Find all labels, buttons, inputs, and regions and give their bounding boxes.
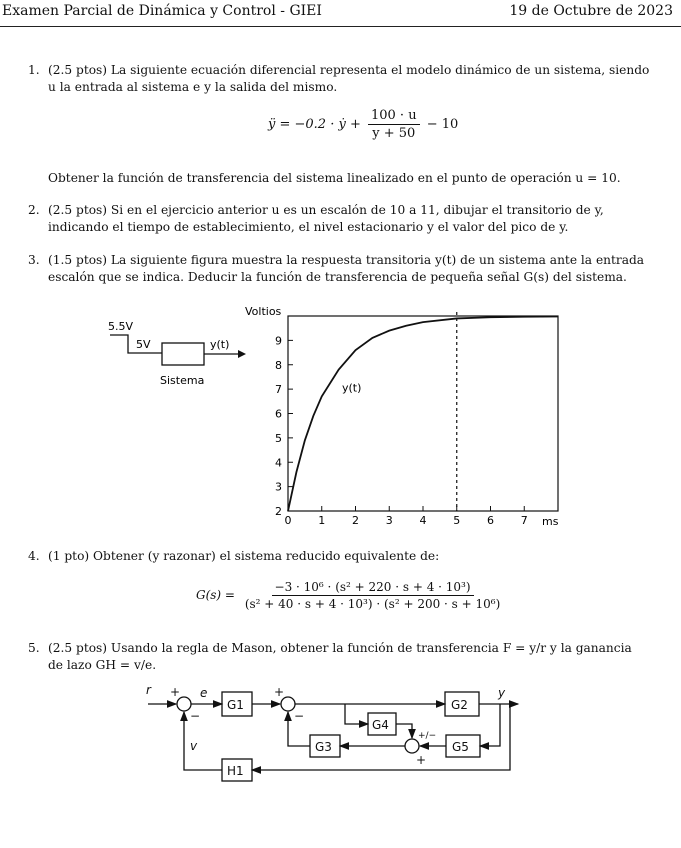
q4-text: (1 pto) Obtener (y razonar) el sistema reducido equivalente de: [48,549,440,563]
sj2-plus: + [274,685,285,699]
y-tick-label: 5 [275,431,282,445]
input-low-label: 5V [136,338,151,351]
g5-input-line [480,704,500,746]
eq-lhs: ÿ = −0.2 · ẏ + [268,117,361,132]
v-label: v [190,739,198,753]
question-number: 5. [28,641,40,655]
eq-denominator: y + 50 [372,126,416,141]
system-block [162,343,204,365]
curve-label: y(t) [342,381,362,395]
e-label: e [200,686,208,700]
question-4 [28,548,673,565]
eq-tail: − 10 [426,117,459,132]
x-tick-label: 4 [419,514,427,527]
y-tick-label: 4 [275,456,282,470]
x-tick-label: 0 [284,514,292,527]
question-3 [28,252,673,286]
g4-label: G4 [372,718,389,732]
q5-line2: de lazo GH = v/e. [48,658,157,672]
eq-numerator: −3 · 10⁶ · (s² + 220 · s + 4 · 10³) [272,580,474,596]
q5-line1: (2.5 ptos) Usando la regla de Mason, obtener la función de transferencia F = y/r y la ganancia [48,641,632,655]
sj3-pm: +/− [418,731,437,741]
x-tick-label: 3 [385,514,393,527]
eq-lhs: G(s) = [196,588,235,602]
y-label: y [498,686,506,700]
r-label: r [146,683,151,697]
q1-line3: Obtener la función de transferencia del sistema linealizado en el punto de operación u = 10. [48,171,621,185]
y-tick-label: 8 [275,358,282,372]
question-number: 2. [28,203,40,217]
question-5 [28,640,673,674]
g1-label: G1 [227,698,244,712]
q1-equation [268,108,458,141]
y-tick-label: 6 [275,407,282,421]
g4-output-line [396,724,412,738]
eq-numerator: 100 · u [368,108,420,125]
q3-line2: escalón que se indica. Deducir la función de transferencia de pequeña señal G(s) del sistema. [48,270,627,284]
eq-denominator: (s² + 40 · s + 4 · 10³) · (s² + 200 · s + 10⁶) [244,597,501,611]
x-tick-label: 5 [453,514,461,527]
x-tick-label: 1 [318,514,326,527]
y-tick-label: 3 [275,480,282,494]
system-label: Sistema [160,374,205,387]
q1-line2: u la entrada al sistema e y la salida del mismo. [48,80,338,94]
question-number: 3. [28,253,40,267]
x-tick-label: 2 [352,514,359,527]
eq-fraction [242,580,503,611]
summing-junction-2 [281,697,295,711]
y-axis-label: Voltios [245,305,282,318]
sj1-minus: − [190,709,201,723]
q2-line1: (2.5 ptos) Si en el ejercicio anterior u es un escalón de 10 a 11, dibujar el transitorio de y, [48,203,604,217]
g5-label: G5 [452,740,469,754]
exam-date: 19 de Octubre de 2023 [509,3,673,19]
g2-label: G2 [451,698,468,712]
eq-fraction [368,108,420,141]
y-tick-label: 7 [275,383,282,397]
q1-line1: (2.5 ptos) La siguiente ecuación diferencial representa el modelo dinámico de un sistema, siendo [48,63,650,77]
question-1 [28,62,673,96]
h1-label: H1 [227,764,244,778]
y-tick-label: 2 [275,505,282,518]
question-number: 4. [28,549,40,563]
q2-line2: indicando el tiempo de establecimiento, el nivel estacionario y el valor del pico de y. [48,220,569,234]
q3-line1: (1.5 ptos) La siguiente figura muestra la respuesta transitoria y(t) de un sistema ante la entrada [48,253,645,267]
x-tick-label: 6 [487,514,494,527]
exam-title: Examen Parcial de Dinámica y Control - GIEI [2,3,322,19]
input-high-label: 5.5V [108,320,134,333]
step-input-block-diagram [100,315,250,395]
g3-label: G3 [315,740,332,754]
mason-block-diagram [140,680,540,785]
response-curve [288,316,558,511]
sj3-plus: + [416,753,427,767]
q4-equation [196,580,506,611]
step-response-chart [240,298,570,533]
sj2-minus: − [294,709,305,723]
x-tick-label: 7 [520,514,528,527]
h1-input-line [252,704,510,770]
summing-junction-3 [405,739,419,753]
summing-junction-1 [177,697,191,711]
y-tick-label: 9 [275,334,282,348]
x-axis-label: ms [542,515,559,528]
sj1-plus: + [170,685,181,699]
question-number: 1. [28,63,40,77]
output-label: y(t) [210,338,230,351]
g4-input-line [345,704,368,724]
question-2 [28,202,673,236]
header-rule [0,26,681,27]
plot-frame [288,316,558,511]
